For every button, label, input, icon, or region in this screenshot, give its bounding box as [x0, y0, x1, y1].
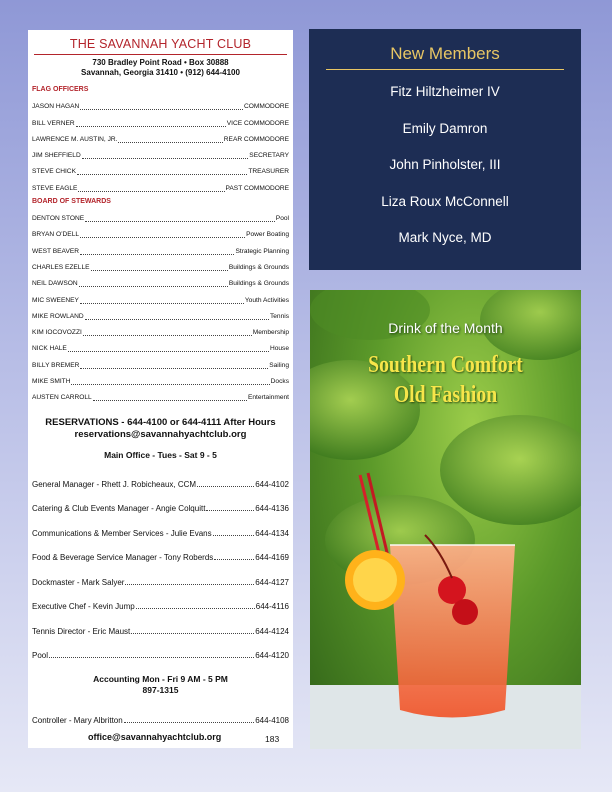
title-divider — [34, 54, 287, 55]
drink-heading: Drink of the Month — [388, 320, 503, 336]
page-number: 183 — [265, 734, 280, 744]
contact-row — [32, 489, 289, 514]
club-address-line1: 730 Bradley Point Road • Box 30888 — [92, 58, 229, 67]
contact-phone: 644-4134 — [255, 528, 289, 538]
contact-phone: 644-4108 — [255, 715, 289, 725]
leader-dots — [80, 303, 244, 304]
officer-role: PAST COMMODORE — [225, 184, 289, 192]
contact-label: General Manager - Rhett J. Robicheaux, CCM — [32, 479, 197, 489]
contact-label: Dockmaster - Mark Salyer — [32, 577, 125, 587]
contact-phone: 644-4169 — [255, 553, 289, 563]
contact-row — [32, 513, 289, 538]
officer-name: STEVE CHICK — [32, 168, 76, 176]
leader-dots — [85, 221, 275, 222]
steward-role: Entertainment — [247, 394, 289, 402]
leader-dots — [118, 142, 222, 143]
flag-officers-list — [32, 96, 289, 194]
leader-dots — [80, 254, 234, 255]
steward-role: House — [269, 345, 289, 353]
contact-label: Food & Beverage Service Manager - Tony Roberds — [32, 553, 214, 563]
member-name: Mark Nyce, MD — [398, 230, 492, 245]
club-name: THE SAVANNAH YACHT CLUB — [69, 37, 252, 51]
steward-name: AUSTEN CARROLL — [32, 394, 92, 402]
steward-role: Strategic Planning — [235, 247, 289, 255]
flag-officer-row — [32, 145, 289, 161]
leader-dots — [91, 270, 228, 271]
office-email: office@savannahyachtclub.org — [88, 732, 222, 742]
flag-officer-row — [32, 177, 289, 193]
drink-name — [334, 350, 556, 410]
leader-dots — [71, 384, 269, 385]
contact-row — [32, 636, 289, 661]
steward-name: BRYAN O’DELL — [32, 231, 80, 239]
contact-label: Tennis Director - Eric Maust — [32, 626, 131, 636]
leader-dots — [197, 486, 254, 487]
reservations-line: RESERVATIONS - 644-4100 or 644-4111 After Hours — [45, 417, 276, 429]
club-directory-panel — [28, 30, 293, 748]
leader-dots — [82, 158, 249, 159]
steward-role: Youth Activities — [244, 296, 289, 304]
steward-name: NEIL DAWSON — [32, 280, 78, 288]
officer-name: BILL VERNER — [32, 119, 75, 127]
club-address-line2: Savannah, Georgia 31410 • (912) 644-4100 — [81, 68, 240, 77]
glass-icon — [390, 545, 515, 718]
officer-name: JIM SHEFFIELD — [32, 152, 81, 160]
leader-dots — [80, 237, 245, 238]
leader-dots — [79, 286, 228, 287]
steward-name: BILLY BREMER — [32, 361, 80, 369]
officer-name: JASON HAGAN — [32, 103, 80, 111]
contact-label: Catering & Club Events Manager - Angie Colquitt — [32, 504, 206, 514]
heading-divider — [326, 69, 564, 70]
steward-row — [32, 224, 289, 240]
leader-dots — [76, 126, 226, 127]
steward-name: MIKE SMITH — [32, 378, 71, 386]
contact-phone: 644-4116 — [255, 602, 289, 612]
contact-row — [32, 464, 289, 489]
steward-row — [32, 371, 289, 387]
contact-label: Pool — [32, 651, 49, 661]
steward-role: Power Boating — [246, 231, 289, 239]
leader-dots — [85, 319, 269, 320]
officer-role: VICE COMMODORE — [226, 119, 289, 127]
leader-dots — [78, 191, 224, 192]
contact-row — [32, 587, 289, 612]
steward-row — [32, 257, 289, 273]
contact-label: Controller - Mary Albritton — [32, 715, 123, 725]
steward-row — [32, 387, 289, 403]
steward-role: Pool — [275, 215, 289, 223]
member-name: Liza Roux McConnell — [381, 193, 509, 209]
contact-phone: 644-4102 — [255, 479, 289, 489]
contact-label: Communications & Member Services - Julie Evans — [32, 528, 212, 538]
accounting-hours: Accounting Mon - Fri 9 AM - 5 PM — [93, 674, 228, 685]
steward-role: Docks — [270, 378, 289, 386]
steward-row — [32, 240, 289, 256]
contact-phone: 644-4127 — [255, 577, 289, 587]
member-name: John Pinholster, III — [389, 157, 501, 172]
steward-role: Buildings & Grounds — [228, 263, 289, 271]
new-members-panel — [309, 29, 581, 270]
member-name: Emily Damron — [402, 120, 488, 136]
steward-row — [32, 289, 289, 305]
steward-name: CHARLES EZELLE — [32, 263, 90, 271]
flag-officer-row — [32, 129, 289, 145]
new-members-heading: New Members — [390, 44, 500, 63]
leader-dots — [213, 535, 255, 536]
flag-officer-row — [32, 112, 289, 128]
contact-row — [32, 538, 289, 563]
leader-dots — [206, 510, 254, 511]
accounting-phone: 897-1315 — [142, 685, 179, 696]
contact-phone: 644-4136 — [255, 504, 289, 514]
steward-name: WEST BEAVER — [32, 247, 80, 255]
flag-officer-row — [32, 161, 289, 177]
officer-role: COMMODORE — [243, 103, 289, 111]
leader-dots — [83, 335, 252, 336]
leader-dots — [131, 633, 254, 634]
leader-dots — [80, 109, 243, 110]
drink-name-line2: Old Fashion — [393, 382, 498, 408]
steward-name: MIKE ROWLAND — [32, 312, 84, 320]
steward-role: Sailing — [269, 361, 289, 369]
officer-name: LAWRENCE M. AUSTIN, JR. — [32, 135, 118, 143]
reservations-email: reservations@savannahyachtclub.org — [74, 429, 247, 441]
leader-dots — [124, 722, 254, 723]
steward-name: DENTON STONE — [32, 215, 85, 223]
officer-name: STEVE EAGLE — [32, 184, 78, 192]
contact-phone: 644-4120 — [255, 651, 289, 661]
steward-row — [32, 306, 289, 322]
leader-dots — [93, 400, 247, 401]
officer-role: REAR COMMODORE — [223, 135, 289, 143]
steward-row — [32, 338, 289, 354]
leader-dots — [77, 174, 247, 175]
contact-label: Executive Chef - Kevin Jump — [32, 602, 135, 612]
steward-row — [32, 273, 289, 289]
office-contacts-list — [32, 464, 289, 660]
stewards-list — [32, 208, 289, 404]
stewards-heading: BOARD OF STEWARDS — [32, 197, 111, 205]
steward-role: Membership — [252, 329, 289, 337]
steward-row — [32, 354, 289, 370]
steward-name: KIM IOCOVOZZI — [32, 329, 82, 337]
new-members-list — [309, 84, 581, 267]
officer-role: SECRETARY — [249, 152, 289, 160]
steward-name: MIC SWEENEY — [32, 296, 79, 304]
flag-officers-heading: FLAG OFFICERS — [32, 86, 89, 93]
contact-row — [32, 562, 289, 587]
contact-row — [32, 611, 289, 636]
main-office-hours: Main Office - Tues - Sat 9 - 5 — [104, 450, 217, 461]
steward-row — [32, 322, 289, 338]
member-name: Fitz Hiltzheimer IV — [390, 84, 500, 99]
leader-dots — [125, 584, 254, 585]
contact-row — [32, 700, 289, 725]
leader-dots — [49, 657, 254, 658]
drink-name-line1: Southern Comfort — [368, 352, 523, 378]
steward-role: Tennis — [269, 312, 289, 320]
flag-officer-row — [32, 96, 289, 112]
leader-dots — [214, 559, 254, 560]
officer-role: TREASURER — [248, 168, 289, 176]
steward-row — [32, 208, 289, 224]
leader-dots — [80, 368, 268, 369]
leader-dots — [68, 351, 269, 352]
drink-of-month-panel — [310, 290, 581, 749]
contact-phone: 644-4124 — [255, 626, 289, 636]
steward-name: NICK HALE — [32, 345, 67, 353]
steward-role: Buildings & Grounds — [228, 280, 289, 288]
leader-dots — [136, 608, 255, 609]
